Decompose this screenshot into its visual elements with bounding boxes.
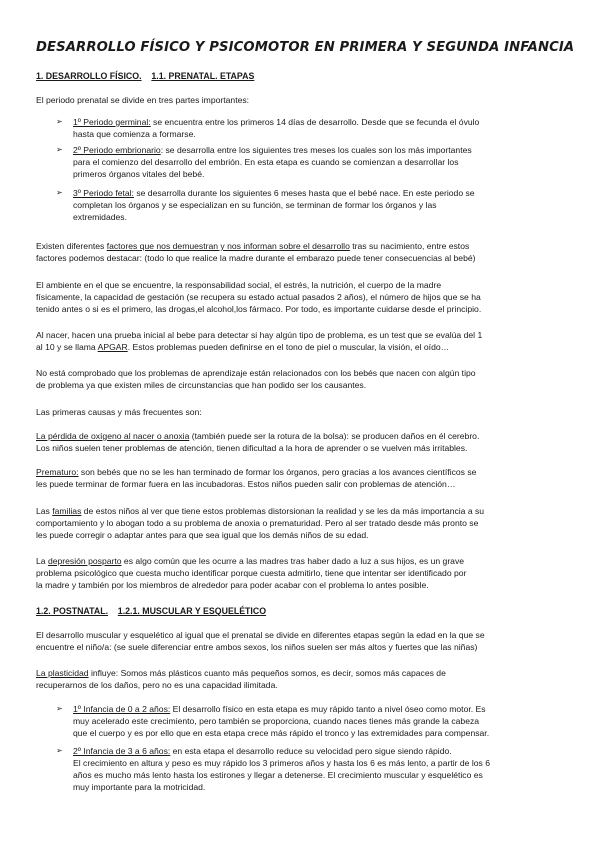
heading-muscular-esqueletico: 1.2.1. MUSCULAR Y ESQUELÉTICO [117, 606, 267, 616]
arrow-bullet-icon: ➢ [56, 145, 63, 154]
document-title: DESARROLLO FÍSICO Y PSICOMOTOR EN PRIMERA Y SEGUNDA INFANCIA [36, 40, 575, 55]
intro-paragraph: El periodo prenatal se divide en tres partes importantes: [36, 95, 250, 105]
arrow-bullet-icon: ➢ [56, 704, 63, 713]
heading-desarrollo-fisico: 1. DESARROLLO FÍSICO. [36, 71, 142, 81]
familias-paragraph: Las familias de estos niños al ver que tiene estos problemas distorsionan la realidad y se les da más importancia a su comportamiento y lo abogan todo a su problema de anoxia o prematuridad. Pero al ser tratado desde más pronto se les puede corregir o adaptar antes para que sea igual que los demás niños de su edad. [36, 506, 485, 540]
term-infancia-2: 2º Infancia de 3 a 6 años: [73, 746, 171, 756]
section-heading-1 [36, 70, 254, 82]
depresion-paragraph: La depresión posparto es algo común que les ocurre a las madres tras haber dado a luz a sus hijos, es un grave problema psicológico que cuesta mucho identificar porque cuesta admitirlo, tiene que intentar ser identificado por la madre y también por los miembros de alrededor para poder acabar con el problema lo antes posible. [36, 556, 467, 590]
heading-postnatal: 1.2. POSTNATAL. [36, 606, 109, 616]
bullet-germinal: 1º Periodo germinal: se encuentra entre los primeros 14 días de desarrollo. Desde que se fecunda el óvulo hasta que comienza a formarse. [73, 117, 480, 139]
heading-prenatal-etapas: 1.1. PRENATAL. ETAPAS [151, 71, 255, 81]
factores-paragraph: Existen diferentes factores que nos demuestran y nos informan sobre el desarrollo tras su nacimiento, entre estos factores podemos destacar: (todo lo que realice la madre durante el embarazo puede tener consecuencias al bebé) [36, 241, 476, 263]
term-embrionario: 2º Periodo embrionario [73, 145, 161, 155]
term-depresion-posparto: depresión posparto [47, 556, 122, 566]
bullet-embrionario: 2º Periodo embrionario: se desarrolla entre los siguientes tres meses los cuales son los más importantes para el comienzo del desarrollo del embrión. En esta etapa es cuando se comienzan a desarrollar los primeros órganos vitales del bebé. [73, 145, 472, 179]
prematuro-paragraph: Prematuro: son bebés que no se les han terminado de formar los órganos, pero gracias a los avances científicos se les puede terminar de formar fuera en las incubadoras. Estos niños pueden salir con problemas de atención… [36, 467, 477, 489]
term-apgar: APGAR [97, 342, 128, 352]
nacer-paragraph: Al nacer, hacen una prueba inicial al bebe para detectar si hay algún tipo de problema, es un test que se evalúa del 1 al 10 y se llama APGAR. Estos problemas pueden definirse en el tono de piel o muscular, la visión, el oído… [36, 330, 483, 352]
arrow-bullet-icon: ➢ [56, 188, 63, 197]
bullet-infancia-0-2: 1º Infancia de 0 a 2 años: El desarrollo físico en esta etapa es muy rápido tanto a nivel óseo como motor. Es muy acelerado este crecimiento, pero también se proporciona, cuando naces tienes más grande la cabeza que el cuerpo y es por ello que en esta etapa crece más rápido el tronco y las extremidades para compensar. [73, 704, 490, 738]
ambiente-paragraph: El ambiente en el que se encuentre, la responsabilidad social, el estrés, la nutrición, el cuerpo de la madre físicamente, la capacidad de gestación (se recupera su estado actual pasados 2 años), el número de hijos que se ha tenido antes o si es el primero, las drogas,el alcohol,los fármaco. Por todo, es importante cuidarse desde el principio. [36, 280, 482, 314]
postnatal-paragraph: El desarrollo muscular y esquelético al igual que el prenatal se divide en diferentes etapas según la edad en la que se encuentre el niño/a: (se suele diferenciar entre ambos sexos, los niños suelen ser más altos y fuertes que las niñas) [36, 630, 485, 652]
aprendizaje-paragraph: No está comprobado que los problemas de aprendizaje están relacionados con los bebés que nacen con algún tipo de problema ya que existen miles de circunstancias que han podido ser los causantes. [36, 368, 476, 390]
bullet-fetal: 3º Periodo fetal: se desarrolla durante los siguientes 6 meses hasta que el bebé nace. En este periodo se completan los órganos y se especializan en su función, se terminan de formar los órganos y las extremidades. [73, 188, 475, 222]
term-anoxia: La pérdida de oxígeno al nacer o anoxia [36, 431, 190, 441]
bullet-infancia-3-6: 2º Infancia de 3 a 6 años: en esta etapa el desarrollo reduce su velocidad pero sigue siendo rápido. El crecimiento en altura y peso es muy rápido los 3 primeros años y hasta los 6 es más lento, a partir de los 6 años es mucho más lento hasta los estirones y llegar a detenerse. El crecimiento muscular y esquelético es muy importante para la motricidad. [73, 746, 490, 792]
plasticidad-paragraph: La plasticidad influye: Somos más plásticos cuanto más pequeños somos, es decir, somos más capaces de recuperarnos de los daños, pero no es una capacidad ilimitada. [36, 668, 446, 690]
term-factores: factores que nos demuestran y nos informan sobre el desarrollo [106, 241, 350, 251]
arrow-bullet-icon: ➢ [56, 117, 63, 126]
term-plasticidad: La plasticidad [36, 668, 89, 678]
term-prematuro: Prematuro: [36, 467, 79, 477]
oxigeno-paragraph: La pérdida de oxígeno al nacer o anoxia (también puede ser la rotura de la bolsa): se producen daños en él cerebro. Los niños suelen tener problemas de atención, tienen dificultad a la hora de aprender o se vuelven más irritables. [36, 431, 480, 453]
causas-paragraph: Las primeras causas y más frecuentes son: [36, 407, 202, 417]
term-infancia-1: 1º Infancia de 0 a 2 años: [73, 704, 171, 714]
term-fetal: 3º Periodo fetal: [73, 188, 134, 198]
term-familias: familias [52, 506, 82, 516]
term-germinal: 1º Periodo germinal: [73, 117, 151, 127]
arrow-bullet-icon: ➢ [56, 746, 63, 755]
section-heading-2 [36, 605, 266, 617]
